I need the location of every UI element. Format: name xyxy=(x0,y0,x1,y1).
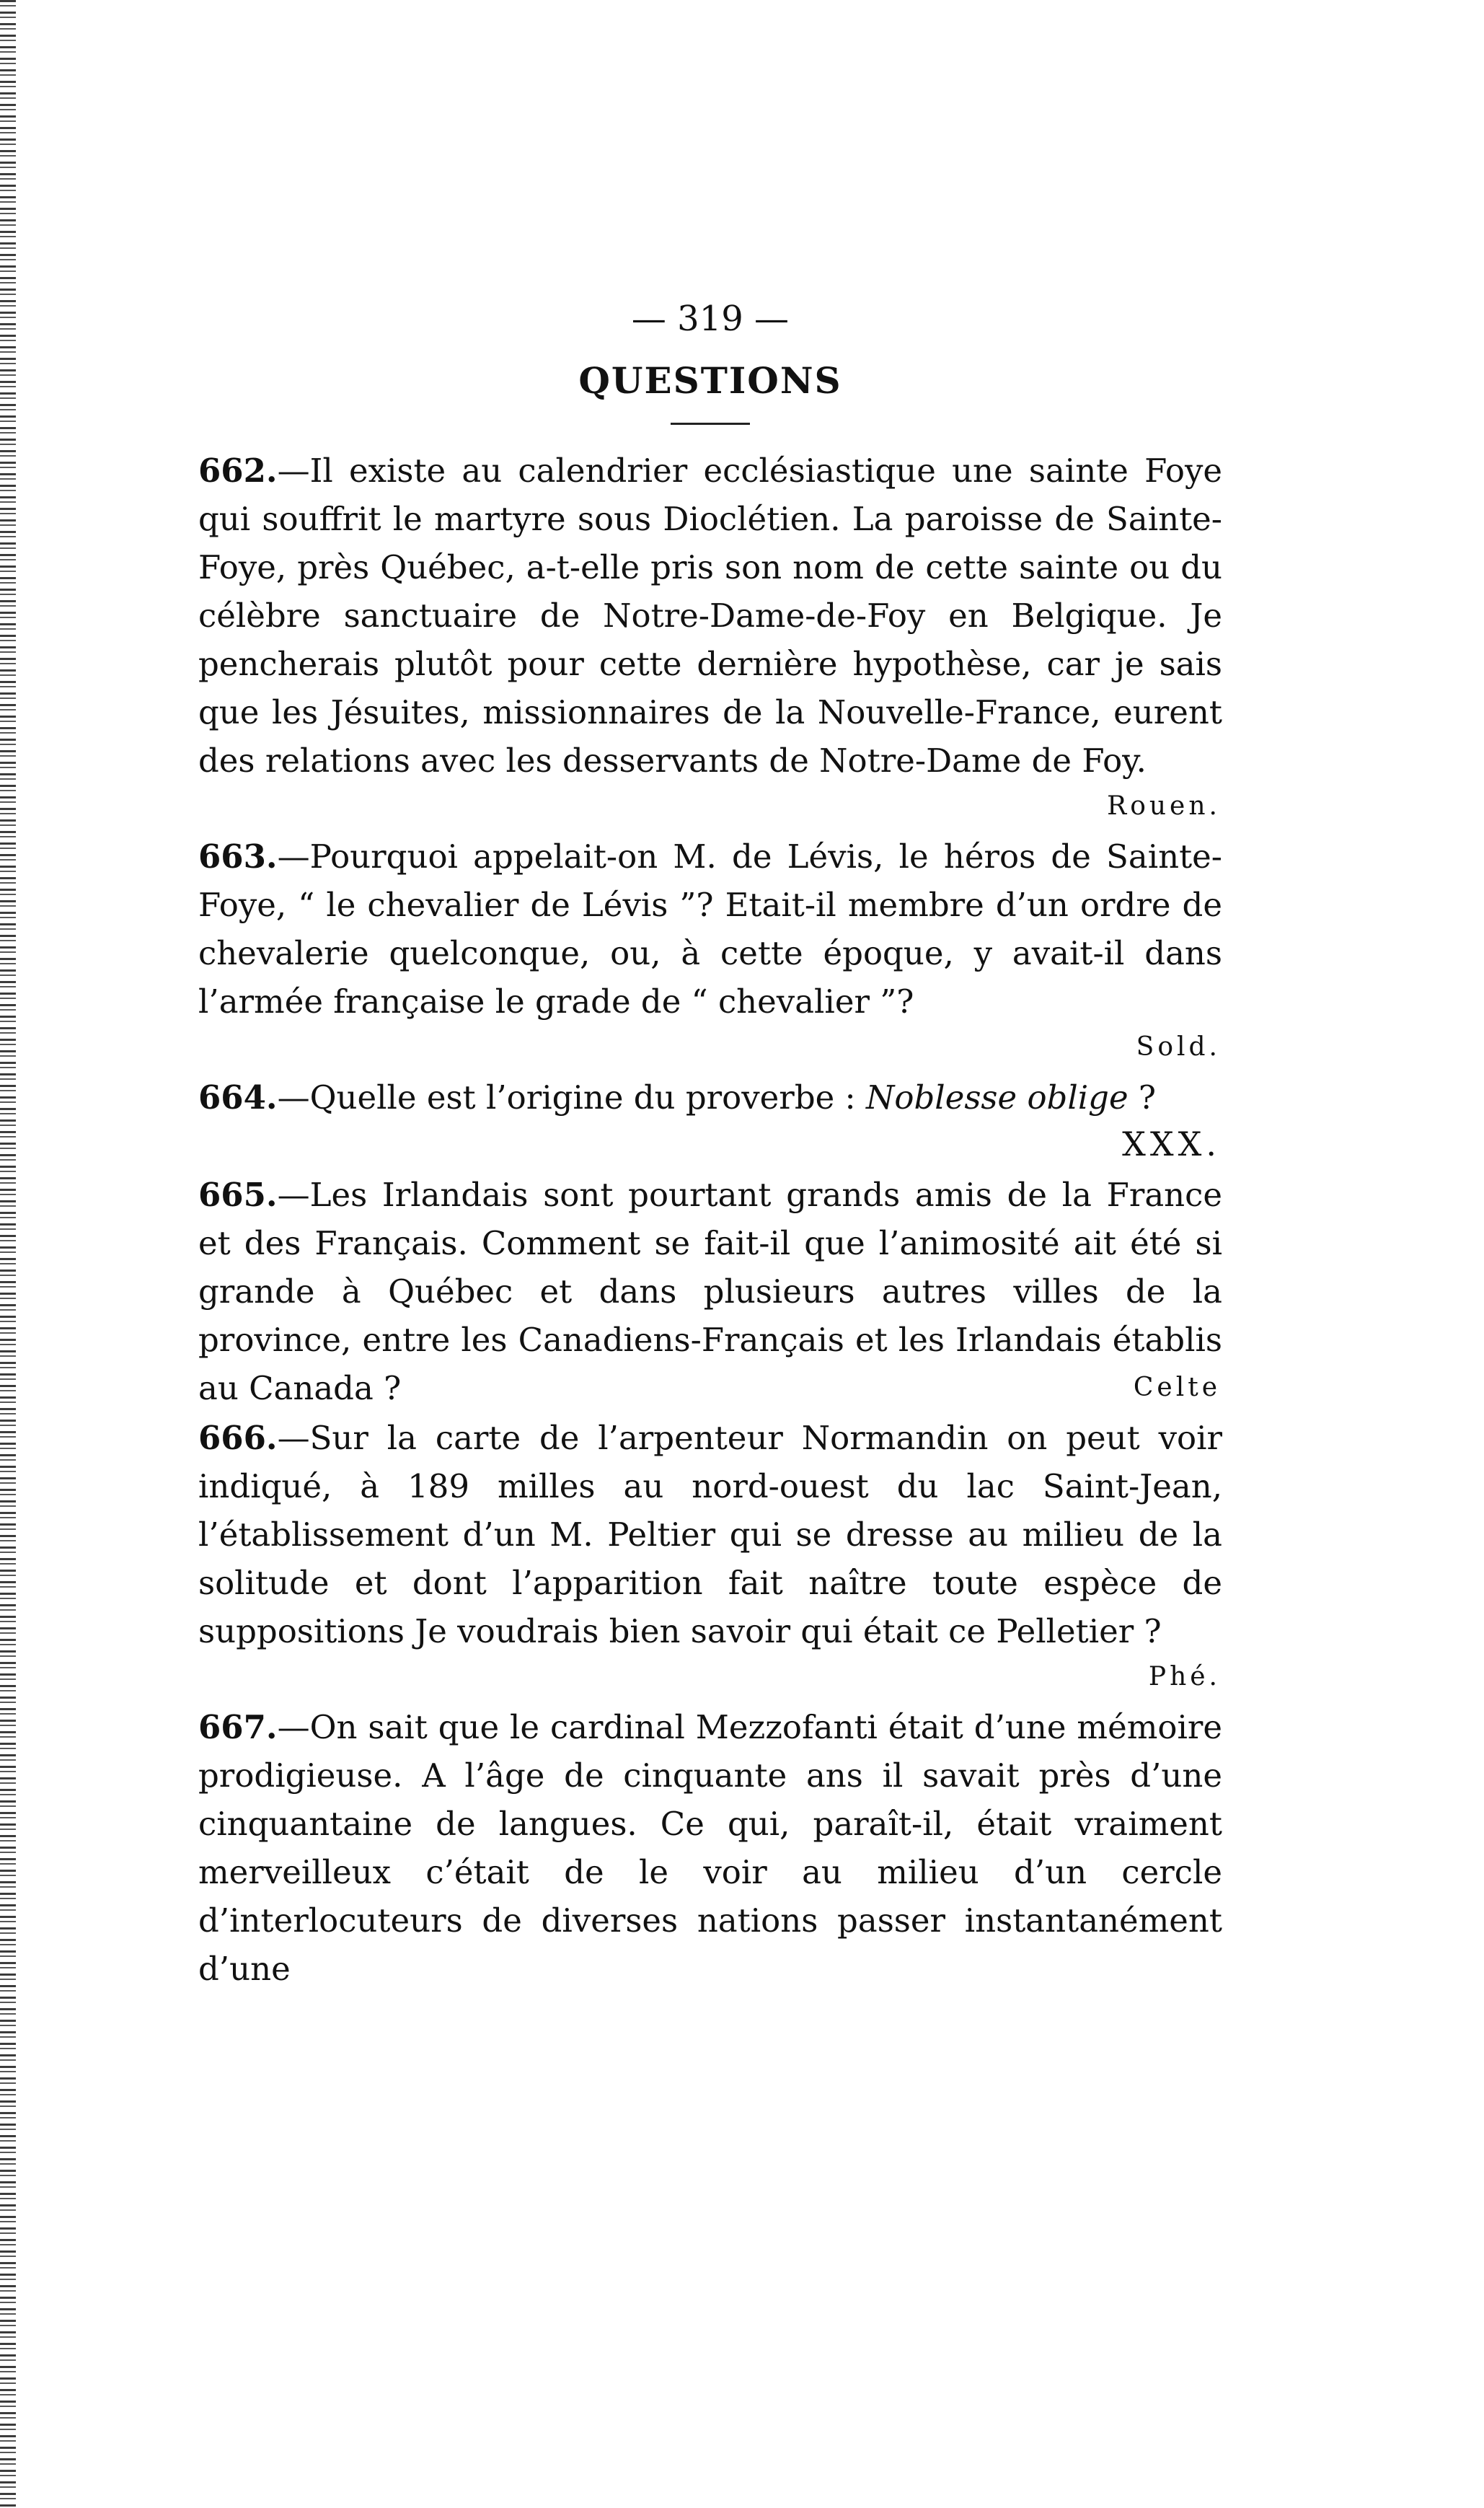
scan-edge-shadow xyxy=(0,0,16,2508)
question-number: 663. xyxy=(198,837,278,876)
section-title: QUESTIONS xyxy=(578,359,842,402)
question-662 xyxy=(198,446,1222,828)
question-number: 666. xyxy=(198,1419,278,1457)
page-content xyxy=(198,296,1222,1993)
question-number: 664. xyxy=(198,1078,278,1117)
question-number: 662. xyxy=(198,452,278,490)
question-665 xyxy=(198,1171,1222,1409)
question-body: —Quelle est l’origine du proverbe : xyxy=(277,1078,867,1117)
question-text xyxy=(198,832,1222,1026)
question-body: —Les Irlandais sont pourtant grands amis de la France et des Français. Comment se fait-il que l’animosité ait été si grande à Québec et dans plusieurs autres villes de la province, entre les Canadiens-Français et les Irlandais établis au Canada ? xyxy=(198,1176,1222,1407)
question-signature: Sold. xyxy=(1136,1032,1221,1062)
proverb-italic: Noblesse oblige xyxy=(866,1078,1129,1117)
question-text xyxy=(198,1414,1222,1655)
question-663 xyxy=(198,832,1222,1069)
question-text xyxy=(198,1703,1222,1993)
page-number: — 319 — xyxy=(631,299,790,339)
question-signature: Celte xyxy=(1133,1373,1221,1402)
question-body: —On sait que le cardinal Mezzofanti était d’une mémoire prodigieuse. A l’âge de cinquante ans il savait près d’une cinquantaine de langues. Ce qui, paraît-il, était vraiment merveilleux c’était de le voir au milieu d’un cercle d’interlocuteurs de diverses nations passer instantanément d’une xyxy=(198,1708,1222,1988)
question-text xyxy=(198,446,1222,785)
question-body: —Sur la carte de l’arpenteur Normandin on peut voir indiqué, à 189 milles au nord-ouest du lac Saint-Jean, l’établissement d’un M. Peltier qui se dresse au milieu de la solitude et dont l’apparition fait naître toute espèce de suppositions Je voudrais bien savoir qui était ce Pelletier ? xyxy=(198,1419,1222,1650)
question-664 xyxy=(198,1073,1222,1166)
question-signature: Phé. xyxy=(1148,1662,1221,1691)
question-signature: XXX. xyxy=(1122,1125,1221,1163)
question-body-end: ? xyxy=(1128,1078,1157,1117)
question-number: 665. xyxy=(198,1176,278,1214)
question-body: —Il existe au calendrier ecclésiastique une sainte Foye qui souffrit le martyre sous Dioclétien. La paroisse de Sainte-Foye, près Québec, a-t-elle pris son nom de cette sainte ou du célèbre sanctuaire de Notre-Dame-de-Foy en Belgique. Je pencherais plutôt pour cette dernière hypothèse, car je sais que les Jésuites, missionnaires de la Nouvelle-France, eurent des relations avec les desservants de Notre-Dame de Foy. xyxy=(198,452,1222,780)
question-number: 667. xyxy=(198,1708,278,1746)
question-signature: Rouen. xyxy=(1107,791,1221,821)
question-text xyxy=(198,1073,1222,1122)
title-divider xyxy=(671,423,750,425)
question-666 xyxy=(198,1414,1222,1699)
question-body: —Pourquoi appelait-on M. de Lévis, le héros de Sainte-Foye, “ le chevalier de Lévis ”? Etait-il membre d’un ordre de chevalerie quelconque, ou, à cette époque, y avait-il dans l’armée française le grade de “ chevalier ”? xyxy=(198,837,1222,1021)
question-667 xyxy=(198,1703,1222,1993)
